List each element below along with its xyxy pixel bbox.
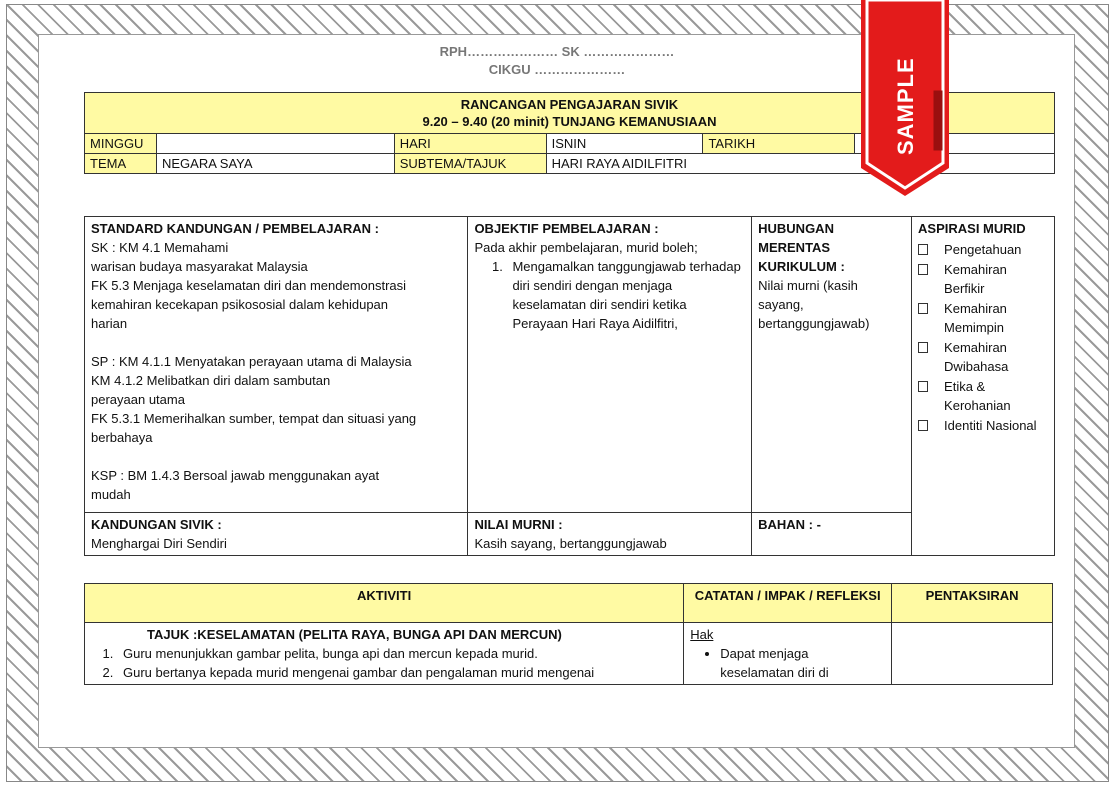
- checkbox-icon: [918, 303, 928, 314]
- list-item: [918, 299, 1048, 337]
- catatan-header: CATATAN / IMPAK / REFLEKSI: [684, 584, 892, 623]
- sample-watermark: SAMPLE: [893, 57, 918, 155]
- sp-line: perayaan utama: [91, 392, 185, 407]
- checkbox-icon: [918, 342, 928, 353]
- hubungan-cell: [752, 217, 912, 513]
- aktiviti-steps: [91, 644, 677, 682]
- list-item-label: Etika & Kerohanian: [944, 379, 1011, 413]
- kandungan-cell: [85, 513, 468, 556]
- pentaksiran-cell: [892, 623, 1053, 685]
- minggu-value: [156, 134, 394, 154]
- ribbon-stripe: [934, 91, 943, 151]
- standard-heading: STANDARD KANDUNGAN / PEMBELAJARAN :: [91, 221, 379, 236]
- sk-line: SK : KM 4.1 Memahami: [91, 240, 229, 255]
- minggu-label: MINGGU: [85, 134, 157, 154]
- checkbox-icon: [918, 420, 928, 431]
- bahan-heading: BAHAN : -: [758, 517, 821, 532]
- catatan-list: [690, 644, 885, 682]
- ksp-line: mudah: [91, 487, 131, 502]
- catatan-cell: [684, 623, 892, 685]
- checkbox-icon: [918, 244, 928, 255]
- aktiviti-tajuk: TAJUK :KESELAMATAN (PELITA RAYA, BUNGA API DAN MERCUN): [147, 627, 562, 642]
- pentaksiran-header: PENTAKSIRAN: [892, 584, 1053, 623]
- sk-line: harian: [91, 316, 128, 331]
- bahan-cell: [752, 513, 912, 556]
- hubungan-text: Nilai murni (kasih sayang, bertanggungjawab): [758, 278, 870, 331]
- sp-line: SP : KM 4.1.1 Menyatakan perayaan utama di Malaysia: [91, 354, 412, 369]
- list-item-label: Pengetahuan: [944, 242, 1022, 257]
- list-item: [918, 240, 1048, 259]
- tema-value: NEGARA SAYA: [156, 154, 394, 174]
- hari-label: HARI: [394, 134, 546, 154]
- catatan-label: Hak: [690, 627, 714, 642]
- list-item: 1. Mengamalkan tanggungjawab terhadap diri sendiri dengan menjaga keselamatan diri sendiri ketika Perayaan Hari Raya Aidilfitri,: [506, 257, 745, 333]
- aspirasi-cell: [912, 217, 1055, 556]
- aspirasi-heading: ASPIRASI MURID: [918, 221, 1026, 236]
- list-item: [918, 338, 1048, 376]
- sp-line: FK 5.3.1 Memerihalkan sumber, tempat dan situasi yang: [91, 411, 417, 426]
- ksp-line: KSP : BM 1.4.3 Bersoal jawab menggunakan ayat: [91, 468, 380, 483]
- list-item-label: Kemahiran Berfikir: [944, 262, 1007, 296]
- list-item-label: Kemahiran Memimpin: [944, 301, 1007, 335]
- tarikh-label: TARIKH: [703, 134, 855, 154]
- list-item-label: Kemahiran Dwibahasa: [944, 340, 1009, 374]
- sk-line: FK 5.3 Menjaga keselamatan diri dan mendemonstrasi: [91, 278, 407, 293]
- plan-subtitle: 9.20 – 9.40 (20 minit) TUNJANG KEMANUSIAAN: [422, 114, 717, 129]
- aktiviti-cell: [85, 623, 684, 685]
- subtema-label: SUBTEMA/TAJUK: [394, 154, 546, 174]
- nilai-heading: NILAI MURNI :: [474, 517, 563, 532]
- list-item-label: Identiti Nasional: [944, 418, 1037, 433]
- list-item: [918, 260, 1048, 298]
- list-item: [918, 377, 1048, 415]
- objektif-cell: [468, 217, 752, 513]
- aktiviti-header: AKTIVITI: [85, 584, 684, 623]
- sk-line: warisan budaya masyarakat Malaysia: [91, 259, 308, 274]
- hubungan-heading: HUBUNGAN MERENTAS KURIKULUM :: [758, 221, 845, 274]
- aktiviti-table: [84, 583, 1053, 685]
- standard-table: [84, 216, 1055, 556]
- standard-cell: [85, 217, 468, 513]
- hari-value: ISNIN: [546, 134, 703, 154]
- objektif-list: [474, 257, 745, 333]
- list-item: [918, 416, 1048, 435]
- nilai-text: Kasih sayang, bertanggungjawab: [474, 536, 667, 551]
- aspirasi-list: [918, 240, 1048, 435]
- cikgu-line: CIKGU …………………: [488, 62, 626, 77]
- checkbox-icon: [918, 264, 928, 275]
- checkbox-icon: [918, 381, 928, 392]
- rph-line: RPH………………… SK …………………: [439, 44, 675, 59]
- plan-title: RANCANGAN PENGAJARAN SIVIK: [460, 97, 679, 112]
- list-item: 1. Guru menunjukkan gambar pelita, bunga api dan mercun kepada murid.: [117, 644, 677, 663]
- list-item: 2. Guru bertanya kepada murid mengenai gambar dan pengalaman murid mengenai: [117, 663, 677, 682]
- objektif-intro: Pada akhir pembelajaran, murid boleh;: [474, 240, 698, 255]
- sk-line: kemahiran kecekapan psikososial dalam kehidupan: [91, 297, 389, 312]
- subtema-value: HARI RAYA AIDILFITRI: [546, 154, 1054, 174]
- kandungan-text: Menghargai Diri Sendiri: [91, 536, 227, 551]
- nilai-cell: [468, 513, 752, 556]
- kandungan-heading: KANDUNGAN SIVIK :: [91, 517, 222, 532]
- tema-label: TEMA: [85, 154, 157, 174]
- sp-line: KM 4.1.2 Melibatkan diri dalam sambutan: [91, 373, 331, 388]
- list-item: • Dapat menjaga keselamatan diri di: [720, 644, 885, 682]
- objektif-heading: OBJEKTIF PEMBELAJARAN :: [474, 221, 659, 236]
- sp-line: berbahaya: [91, 430, 153, 445]
